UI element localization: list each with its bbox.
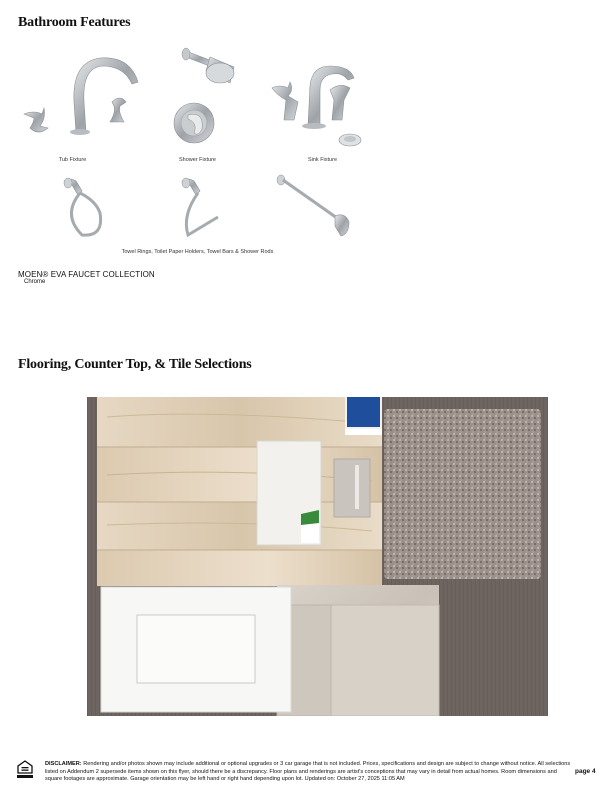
section-title-bathroom-features: Bathroom Features [18, 15, 131, 30]
disclaimer-body: Rendering and/or photos shown may include additional or optional upgrades or 3 car garage that is not included. Prices, specifications and design are subject to change without notice. All selections listed on Addendum 2 supersede items shown on this flyer, should there be a discrepancy. Floor plans and renderings are artist's conceptions that may vary in detail from actual homes. Room dimensions and square footages are approximate. Garage orientation may be left hand or right hand depending upon lot. Updated on: October 27, 2025 11:05 AM [45, 761, 571, 783]
shower-head-icon [168, 45, 243, 150]
flooring-selections-photo [87, 397, 548, 716]
toilet-paper-holder-icon [178, 175, 223, 241]
towel-bar-icon [275, 172, 353, 238]
collection-name: MOEN® EVA FAUCET COLLECTION [18, 270, 155, 279]
towel-ring-image [60, 175, 108, 241]
sink-fixture-caption: Sink Fixture [307, 157, 338, 163]
sink-fixture-image [270, 60, 370, 148]
towel-ring-icon [60, 175, 108, 241]
equal-housing-opportunity-icon [17, 760, 33, 780]
toilet-paper-holder-image [178, 175, 223, 241]
section-title-flooring: Flooring, Counter Top, & Tile Selections [18, 357, 252, 372]
accessories-caption: Towel Rings, Toilet Paper Holders, Towel Bars & Shower Rods [121, 249, 274, 255]
disclaimer-text [45, 761, 573, 784]
disclaimer-label: DISCLAIMER: [45, 761, 82, 767]
sink-faucet-icon [270, 60, 370, 148]
shower-fixture-caption: Shower Fixture [179, 157, 216, 163]
towel-bar-image [275, 172, 353, 238]
finish-name: Chrome [24, 279, 46, 285]
shower-fixture-image [168, 45, 243, 150]
tub-fixture-caption: Tub Fixture [58, 157, 87, 163]
selection-samples-image [87, 397, 548, 716]
page-number: page 4 [575, 768, 596, 775]
tub-faucet-icon [20, 52, 140, 137]
tub-fixture-image [20, 52, 140, 137]
